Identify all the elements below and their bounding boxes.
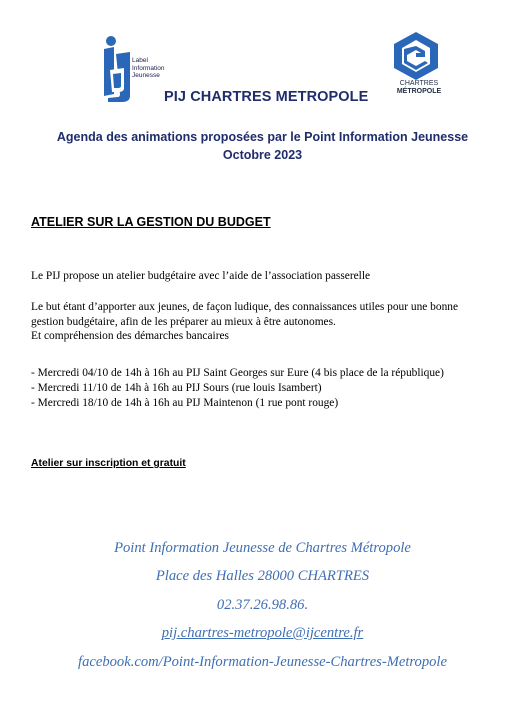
intro-paragraph: Le PIJ propose un atelier budgétaire avec l’aide de l’association passerelle (31, 270, 371, 282)
footer-address: Place des Halles 28000 CHARTRES (155, 568, 370, 584)
footer-phone: 02.37.26.98.86. (216, 597, 309, 613)
footer-facebook-link[interactable]: facebook.com/Point-Information-Jeunesse-Chartres-Metropole (78, 654, 447, 670)
session-list (31, 366, 521, 411)
list-item: - Mercredi 04/10 de 14h à 16h au PIJ Saint Georges sur Eure (4 bis place de la république) (31, 367, 444, 379)
label-ij-text: Label Information Jeunesse (132, 57, 165, 79)
footer-organization: Point Information Jeunesse de Chartres Métropole (114, 540, 411, 556)
page-title: PIJ CHARTRES METROPOLE (164, 89, 369, 105)
footer-email-link[interactable]: pij.chartres-metropole@ijcentre.fr (161, 625, 364, 641)
chartres-metropole-logo (390, 30, 442, 80)
list-item: - Mercredi 11/10 de 14h à 16h au PIJ Sours (rue louis Isambert) (31, 382, 322, 394)
agenda-month: Octobre 2023 (222, 148, 303, 162)
banking-paragraph: Et compréhension des démarches bancaires (31, 330, 229, 342)
section-title: ATELIER SUR LA GESTION DU BUDGET (31, 215, 271, 229)
registration-note: Atelier sur inscription et gratuit (31, 458, 186, 469)
agenda-line-1: Agenda des animations proposées par le Point Information Jeunesse (56, 130, 469, 144)
agenda-subtitle (0, 128, 525, 164)
goal-paragraph: Le but étant d’apporter aux jeunes, de façon ludique, des connaissances utiles pour une bonne gestion budgétaire, afin de les préparer au mieux à être autonomes. (31, 301, 459, 328)
chartres-metropole-text: CHARTRES MÉTROPOLE (396, 80, 442, 95)
list-item: - Mercredi 18/10 de 14h à 16h au PIJ Maintenon (1 rue pont rouge) (31, 397, 339, 409)
